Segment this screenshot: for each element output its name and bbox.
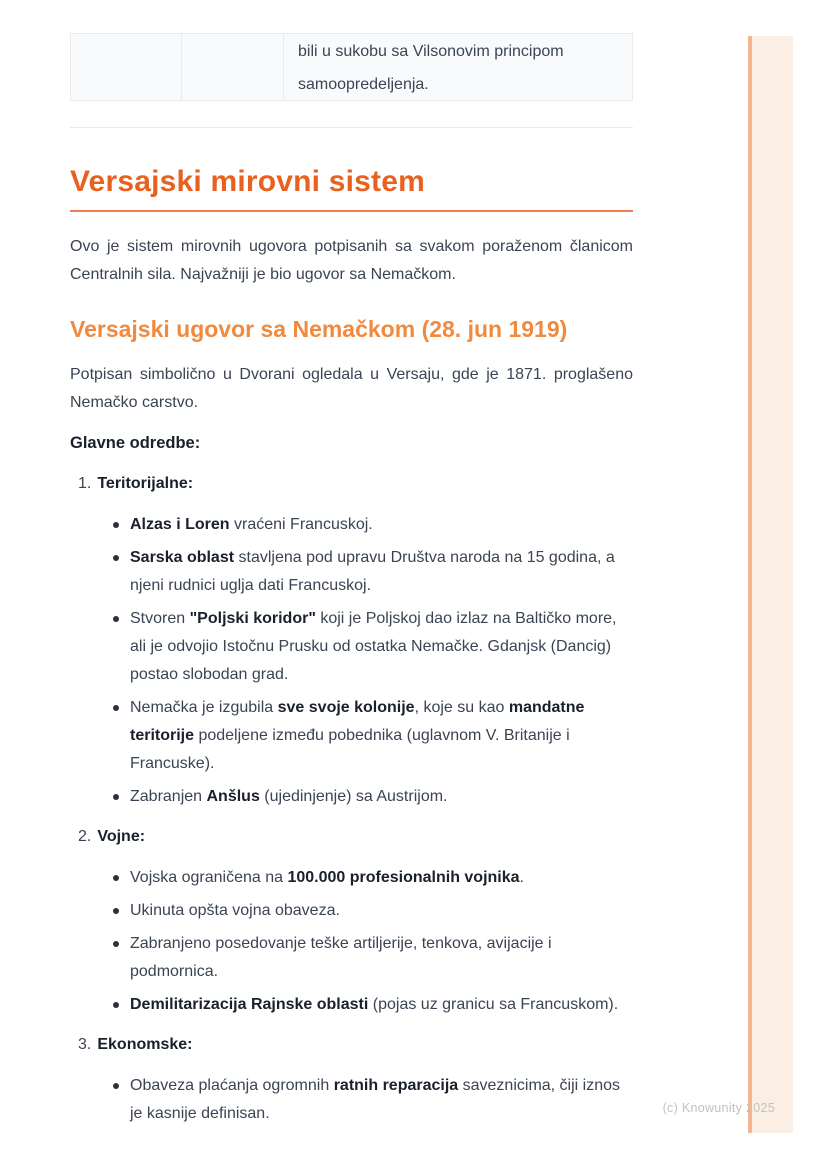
bullet-item: Alzas i Loren vraćeni Francuskoj. xyxy=(130,511,633,539)
section-head xyxy=(78,823,633,851)
section-head xyxy=(78,470,633,498)
bullet-item: Ukinuta opšta vojna obaveza. xyxy=(130,897,633,925)
section-number: 1. xyxy=(78,475,92,492)
provisions-label: Glavne odredbe: xyxy=(70,434,201,452)
section-number: 2. xyxy=(78,828,92,845)
section-title: Ekonomske: xyxy=(97,1036,193,1053)
signing-paragraph: Potpisan simbolično u Dvorani ogledala u Versaju, gde je 1871. proglašeno Nemačko carstvo. xyxy=(70,366,633,411)
bullet-item: Zabranjen Anšlus (ujedinjenje) sa Austrijom. xyxy=(130,783,633,811)
document-content xyxy=(70,0,633,1133)
table-cell-empty-1 xyxy=(71,34,181,100)
table-cell-text xyxy=(283,34,632,100)
section-heading: Versajski ugovor sa Nemačkom (28. jun 1919) xyxy=(70,316,568,342)
bullet-item: Zabranjeno posedovanje teške artiljerije, tenkova, avijacije i podmornica. xyxy=(130,930,633,986)
bullet-list xyxy=(78,1072,633,1128)
table-fragment xyxy=(70,33,633,101)
copyright-text: (c) Knowunity 2025 xyxy=(662,1101,775,1115)
bullet-item: Nemačka je izgubila sve svoje kolonije, koje su kao mandatne teritorije podeljene između pobednika (uglavnom V. Britanije i Francuske). xyxy=(130,694,633,778)
intro-paragraph: Ovo je sistem mirovnih ugovora potpisanih sa svakom poraženom članicom Centralnih sila. Najvažniji je bio ugovor sa Nemačkom. xyxy=(70,238,633,283)
section-title: Teritorijalne: xyxy=(97,475,194,492)
section-head xyxy=(78,1031,633,1059)
list-section xyxy=(78,823,633,1019)
table-cell-line: bili u sukobu sa Vilsonovim principom xyxy=(298,43,564,60)
page-title: Versajski mirovni sistem xyxy=(70,165,426,198)
bullet-item: Sarska oblast stavljena pod upravu Društva naroda na 15 godina, a njeni rudnici uglja dati Francuskoj. xyxy=(130,544,633,600)
bullet-item: Demilitarizacija Rajnske oblasti (pojas uz granicu sa Francuskom). xyxy=(130,991,633,1019)
table-cell-empty-2 xyxy=(181,34,283,100)
side-accent-stripe xyxy=(748,36,793,1133)
section-title: Vojne: xyxy=(97,828,146,845)
bullet-list xyxy=(78,511,633,811)
list-section xyxy=(78,470,633,811)
bullet-item: Obaveza plaćanja ogromnih ratnih reparacija saveznicima, čiji iznos je kasnije definisan. xyxy=(130,1072,633,1128)
bullet-item: Vojska ograničena na 100.000 profesionalnih vojnika. xyxy=(130,864,633,892)
provisions-list xyxy=(70,470,633,1128)
list-section xyxy=(78,1031,633,1128)
section-number: 3. xyxy=(78,1036,92,1053)
section-divider xyxy=(70,127,633,128)
bullet-item: Stvoren "Poljski koridor" koji je Poljskoj dao izlaz na Baltičko more, ali je odvojio Istočnu Prusku od ostatka Nemačke. Gdanjsk (Dancig) postao slobodan grad. xyxy=(130,605,633,689)
table-cell-line: samoopredeljenja. xyxy=(298,76,429,93)
bullet-list xyxy=(78,864,633,1019)
title-underline xyxy=(70,210,633,212)
